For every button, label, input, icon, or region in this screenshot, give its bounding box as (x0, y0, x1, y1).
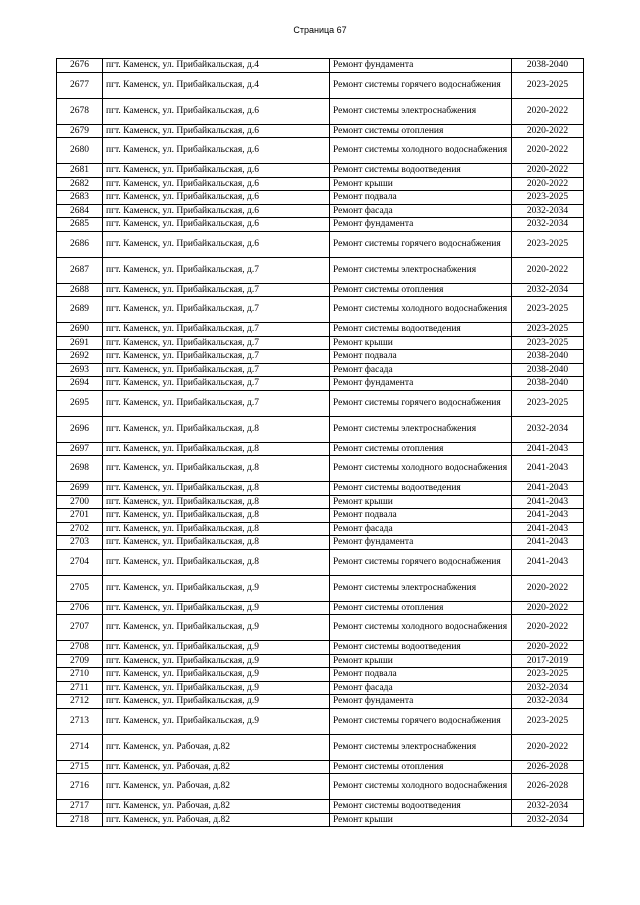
table-row (57, 336, 584, 350)
row-number-cell: 2681 (57, 164, 103, 178)
address-cell: пгт. Каменск, ул. Прибайкальская, д.6 (103, 191, 330, 205)
row-number-cell: 2695 (57, 390, 103, 416)
period-cell: 2020-2022 (512, 641, 584, 655)
work-type-cell: Ремонт фасада (330, 204, 512, 218)
table-row (57, 641, 584, 655)
address-cell: пгт. Каменск, ул. Прибайкальская, д.6 (103, 164, 330, 178)
table-row (57, 575, 584, 601)
row-number-cell: 2689 (57, 297, 103, 323)
address-cell: пгт. Каменск, ул. Рабочая, д.82 (103, 813, 330, 827)
row-number-cell: 2716 (57, 774, 103, 800)
table-row (57, 218, 584, 232)
address-cell: пгт. Каменск, ул. Прибайкальская, д.9 (103, 601, 330, 615)
period-cell: 2023-2025 (512, 668, 584, 682)
address-cell: пгт. Каменск, ул. Прибайкальская, д.9 (103, 575, 330, 601)
period-cell: 2032-2034 (512, 416, 584, 442)
row-number-cell: 2717 (57, 800, 103, 814)
address-cell: пгт. Каменск, ул. Прибайкальская, д.8 (103, 549, 330, 575)
work-type-cell: Ремонт системы водоотведения (330, 800, 512, 814)
work-type-cell: Ремонт фасада (330, 681, 512, 695)
work-type-cell: Ремонт системы электроснабжения (330, 257, 512, 283)
address-cell: пгт. Каменск, ул. Прибайкальская, д.6 (103, 218, 330, 232)
period-cell: 2020-2022 (512, 138, 584, 164)
period-cell: 2041-2043 (512, 509, 584, 523)
row-number-cell: 2682 (57, 177, 103, 191)
work-type-cell: Ремонт системы отопления (330, 283, 512, 297)
table-row (57, 509, 584, 523)
address-cell: пгт. Каменск, ул. Рабочая, д.82 (103, 760, 330, 774)
work-type-cell: Ремонт системы холодного водоснабжения (330, 774, 512, 800)
table-row (57, 549, 584, 575)
row-number-cell: 2704 (57, 549, 103, 575)
table-row (57, 456, 584, 482)
table-row (57, 231, 584, 257)
period-cell: 2032-2034 (512, 204, 584, 218)
table-row (57, 760, 584, 774)
address-cell: пгт. Каменск, ул. Прибайкальская, д.8 (103, 495, 330, 509)
work-type-cell: Ремонт подвала (330, 668, 512, 682)
table-row (57, 708, 584, 734)
period-cell: 2023-2025 (512, 390, 584, 416)
table-row (57, 297, 584, 323)
row-number-cell: 2687 (57, 257, 103, 283)
period-cell: 2017-2019 (512, 654, 584, 668)
address-cell: пгт. Каменск, ул. Прибайкальская, д.6 (103, 124, 330, 138)
table-row (57, 283, 584, 297)
period-cell: 2023-2025 (512, 336, 584, 350)
work-type-cell: Ремонт фасада (330, 363, 512, 377)
table-row (57, 482, 584, 496)
table-row (57, 654, 584, 668)
row-number-cell: 2696 (57, 416, 103, 442)
row-number-cell: 2697 (57, 442, 103, 456)
work-type-cell: Ремонт фундамента (330, 218, 512, 232)
table-row (57, 813, 584, 827)
table-row (57, 377, 584, 391)
period-cell: 2038-2040 (512, 350, 584, 364)
table-row (57, 72, 584, 98)
table-row (57, 350, 584, 364)
row-number-cell: 2684 (57, 204, 103, 218)
address-cell: пгт. Каменск, ул. Прибайкальская, д.9 (103, 695, 330, 709)
address-cell: пгт. Каменск, ул. Прибайкальская, д.6 (103, 231, 330, 257)
row-number-cell: 2703 (57, 536, 103, 550)
table-row (57, 615, 584, 641)
row-number-cell: 2709 (57, 654, 103, 668)
work-type-cell: Ремонт крыши (330, 654, 512, 668)
work-type-cell: Ремонт системы водоотведения (330, 323, 512, 337)
address-cell: пгт. Каменск, ул. Прибайкальская, д.7 (103, 283, 330, 297)
table-row (57, 138, 584, 164)
work-type-cell: Ремонт системы отопления (330, 124, 512, 138)
period-cell: 2020-2022 (512, 177, 584, 191)
address-cell: пгт. Каменск, ул. Прибайкальская, д.7 (103, 257, 330, 283)
work-type-cell: Ремонт системы отопления (330, 442, 512, 456)
address-cell: пгт. Каменск, ул. Прибайкальская, д.7 (103, 323, 330, 337)
table-row (57, 536, 584, 550)
period-cell: 2020-2022 (512, 124, 584, 138)
row-number-cell: 2677 (57, 72, 103, 98)
address-cell: пгт. Каменск, ул. Прибайкальская, д.7 (103, 350, 330, 364)
row-number-cell: 2705 (57, 575, 103, 601)
work-type-cell: Ремонт системы электроснабжения (330, 416, 512, 442)
address-cell: пгт. Каменск, ул. Прибайкальская, д.9 (103, 654, 330, 668)
period-cell: 2041-2043 (512, 522, 584, 536)
period-cell: 2020-2022 (512, 98, 584, 124)
address-cell: пгт. Каменск, ул. Прибайкальская, д.8 (103, 442, 330, 456)
row-number-cell: 2708 (57, 641, 103, 655)
period-cell: 2041-2043 (512, 456, 584, 482)
period-cell: 2038-2040 (512, 59, 584, 73)
period-cell: 2032-2034 (512, 218, 584, 232)
period-cell: 2023-2025 (512, 191, 584, 205)
period-cell: 2041-2043 (512, 482, 584, 496)
table-row (57, 164, 584, 178)
period-cell: 2041-2043 (512, 442, 584, 456)
address-cell: пгт. Каменск, ул. Прибайкальская, д.6 (103, 177, 330, 191)
period-cell: 2032-2034 (512, 800, 584, 814)
address-cell: пгт. Каменск, ул. Прибайкальская, д.7 (103, 390, 330, 416)
address-cell: пгт. Каменск, ул. Рабочая, д.82 (103, 800, 330, 814)
address-cell: пгт. Каменск, ул. Прибайкальская, д.8 (103, 536, 330, 550)
row-number-cell: 2707 (57, 615, 103, 641)
work-type-cell: Ремонт системы холодного водоснабжения (330, 297, 512, 323)
address-cell: пгт. Каменск, ул. Прибайкальская, д.6 (103, 204, 330, 218)
period-cell: 2023-2025 (512, 323, 584, 337)
work-type-cell: Ремонт крыши (330, 495, 512, 509)
row-number-cell: 2713 (57, 708, 103, 734)
address-cell: пгт. Каменск, ул. Рабочая, д.82 (103, 734, 330, 760)
address-cell: пгт. Каменск, ул. Прибайкальская, д.6 (103, 98, 330, 124)
period-cell: 2041-2043 (512, 549, 584, 575)
period-cell: 2023-2025 (512, 708, 584, 734)
table-row (57, 442, 584, 456)
work-type-cell: Ремонт крыши (330, 177, 512, 191)
work-type-cell: Ремонт системы горячего водоснабжения (330, 390, 512, 416)
work-type-cell: Ремонт фундамента (330, 695, 512, 709)
table-row (57, 800, 584, 814)
period-cell: 2023-2025 (512, 297, 584, 323)
row-number-cell: 2688 (57, 283, 103, 297)
row-number-cell: 2690 (57, 323, 103, 337)
period-cell: 2023-2025 (512, 72, 584, 98)
address-cell: пгт. Каменск, ул. Прибайкальская, д.8 (103, 522, 330, 536)
work-type-cell: Ремонт системы водоотведения (330, 482, 512, 496)
work-type-cell: Ремонт системы водоотведения (330, 164, 512, 178)
table-row (57, 734, 584, 760)
work-type-cell: Ремонт фундамента (330, 536, 512, 550)
work-type-cell: Ремонт системы водоотведения (330, 641, 512, 655)
address-cell: пгт. Каменск, ул. Прибайкальская, д.9 (103, 615, 330, 641)
row-number-cell: 2691 (57, 336, 103, 350)
work-type-cell: Ремонт системы отопления (330, 760, 512, 774)
period-cell: 2032-2034 (512, 813, 584, 827)
row-number-cell: 2680 (57, 138, 103, 164)
table-row (57, 323, 584, 337)
period-cell: 2032-2034 (512, 681, 584, 695)
work-type-cell: Ремонт крыши (330, 336, 512, 350)
address-cell: пгт. Каменск, ул. Прибайкальская, д.8 (103, 482, 330, 496)
table-row (57, 98, 584, 124)
row-number-cell: 2710 (57, 668, 103, 682)
row-number-cell: 2699 (57, 482, 103, 496)
period-cell: 2026-2028 (512, 774, 584, 800)
address-cell: пгт. Каменск, ул. Прибайкальская, д.8 (103, 456, 330, 482)
table-row (57, 695, 584, 709)
work-type-cell: Ремонт системы отопления (330, 601, 512, 615)
work-type-cell: Ремонт фундамента (330, 59, 512, 73)
row-number-cell: 2714 (57, 734, 103, 760)
address-cell: пгт. Каменск, ул. Прибайкальская, д.4 (103, 59, 330, 73)
table-row (57, 363, 584, 377)
address-cell: пгт. Каменск, ул. Прибайкальская, д.9 (103, 681, 330, 695)
period-cell: 2020-2022 (512, 601, 584, 615)
table-row (57, 668, 584, 682)
repair-schedule-table (56, 58, 584, 827)
table-row (57, 177, 584, 191)
work-type-cell: Ремонт подвала (330, 509, 512, 523)
row-number-cell: 2701 (57, 509, 103, 523)
row-number-cell: 2686 (57, 231, 103, 257)
address-cell: пгт. Каменск, ул. Прибайкальская, д.8 (103, 416, 330, 442)
table-row (57, 416, 584, 442)
page-number-header: Страница 67 (293, 25, 347, 35)
table-row (57, 681, 584, 695)
address-cell: пгт. Каменск, ул. Прибайкальская, д.6 (103, 138, 330, 164)
table-row (57, 601, 584, 615)
table-row (57, 204, 584, 218)
period-cell: 2041-2043 (512, 536, 584, 550)
row-number-cell: 2685 (57, 218, 103, 232)
row-number-cell: 2715 (57, 760, 103, 774)
row-number-cell: 2679 (57, 124, 103, 138)
address-cell: пгт. Каменск, ул. Прибайкальская, д.8 (103, 509, 330, 523)
work-type-cell: Ремонт системы холодного водоснабжения (330, 456, 512, 482)
table-row (57, 124, 584, 138)
period-cell: 2020-2022 (512, 615, 584, 641)
work-type-cell: Ремонт фундамента (330, 377, 512, 391)
work-type-cell: Ремонт системы электроснабжения (330, 98, 512, 124)
address-cell: пгт. Каменск, ул. Прибайкальская, д.7 (103, 297, 330, 323)
table-row (57, 390, 584, 416)
table-row (57, 257, 584, 283)
period-cell: 2038-2040 (512, 363, 584, 377)
address-cell: пгт. Каменск, ул. Прибайкальская, д.4 (103, 72, 330, 98)
table-row (57, 774, 584, 800)
row-number-cell: 2711 (57, 681, 103, 695)
table-row (57, 59, 584, 73)
row-number-cell: 2718 (57, 813, 103, 827)
row-number-cell: 2698 (57, 456, 103, 482)
work-type-cell: Ремонт фасада (330, 522, 512, 536)
work-type-cell: Ремонт подвала (330, 350, 512, 364)
period-cell: 2032-2034 (512, 283, 584, 297)
row-number-cell: 2678 (57, 98, 103, 124)
row-number-cell: 2693 (57, 363, 103, 377)
period-cell: 2020-2022 (512, 575, 584, 601)
row-number-cell: 2683 (57, 191, 103, 205)
work-type-cell: Ремонт подвала (330, 191, 512, 205)
period-cell: 2041-2043 (512, 495, 584, 509)
address-cell: пгт. Каменск, ул. Прибайкальская, д.9 (103, 708, 330, 734)
period-cell: 2020-2022 (512, 164, 584, 178)
address-cell: пгт. Каменск, ул. Прибайкальская, д.9 (103, 641, 330, 655)
table-body (57, 59, 584, 827)
work-type-cell: Ремонт системы горячего водоснабжения (330, 708, 512, 734)
address-cell: пгт. Каменск, ул. Прибайкальская, д.9 (103, 668, 330, 682)
row-number-cell: 2676 (57, 59, 103, 73)
work-type-cell: Ремонт системы электроснабжения (330, 575, 512, 601)
period-cell: 2020-2022 (512, 257, 584, 283)
row-number-cell: 2706 (57, 601, 103, 615)
period-cell: 2023-2025 (512, 231, 584, 257)
address-cell: пгт. Каменск, ул. Прибайкальская, д.7 (103, 336, 330, 350)
period-cell: 2032-2034 (512, 695, 584, 709)
address-cell: пгт. Каменск, ул. Прибайкальская, д.7 (103, 363, 330, 377)
row-number-cell: 2712 (57, 695, 103, 709)
work-type-cell: Ремонт системы холодного водоснабжения (330, 138, 512, 164)
row-number-cell: 2702 (57, 522, 103, 536)
row-number-cell: 2700 (57, 495, 103, 509)
table-row (57, 495, 584, 509)
period-cell: 2020-2022 (512, 734, 584, 760)
address-cell: пгт. Каменск, ул. Рабочая, д.82 (103, 774, 330, 800)
period-cell: 2038-2040 (512, 377, 584, 391)
period-cell: 2026-2028 (512, 760, 584, 774)
work-type-cell: Ремонт системы горячего водоснабжения (330, 549, 512, 575)
work-type-cell: Ремонт крыши (330, 813, 512, 827)
table-row (57, 191, 584, 205)
address-cell: пгт. Каменск, ул. Прибайкальская, д.7 (103, 377, 330, 391)
work-type-cell: Ремонт системы электроснабжения (330, 734, 512, 760)
table-row (57, 522, 584, 536)
work-type-cell: Ремонт системы горячего водоснабжения (330, 231, 512, 257)
row-number-cell: 2692 (57, 350, 103, 364)
work-type-cell: Ремонт системы холодного водоснабжения (330, 615, 512, 641)
row-number-cell: 2694 (57, 377, 103, 391)
work-type-cell: Ремонт системы горячего водоснабжения (330, 72, 512, 98)
